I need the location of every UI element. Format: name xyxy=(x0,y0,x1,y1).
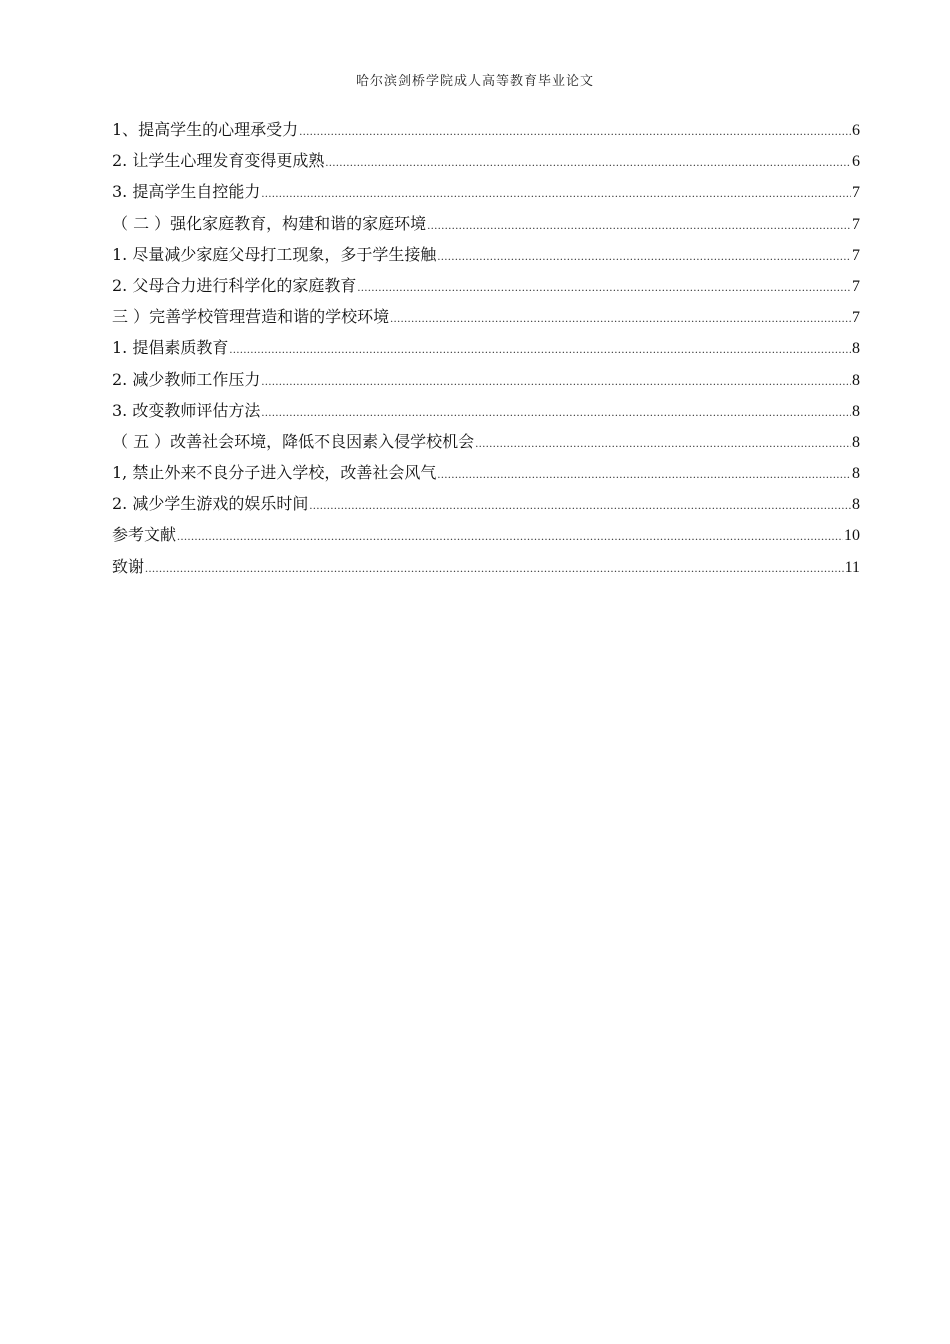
toc-entry[interactable] xyxy=(112,276,860,307)
toc-entry-title: （ 二 ）强化家庭教育，构建和谐的家庭环境 xyxy=(112,213,427,233)
toc-entry[interactable] xyxy=(112,525,860,556)
toc-entry-title: （ 五 ）改善社会环境，降低不良因素入侵学校机会 xyxy=(112,431,475,451)
toc-entry-page: 7 xyxy=(852,184,860,202)
toc-entry-title: 2. 父母合力进行科学化的家庭教育 xyxy=(112,275,357,295)
toc-entry[interactable] xyxy=(112,151,860,182)
toc-entry[interactable] xyxy=(112,432,860,463)
toc-leader-dots xyxy=(299,121,851,141)
toc-leader-dots xyxy=(427,215,851,235)
toc-leader-dots xyxy=(390,308,851,328)
toc-entry[interactable] xyxy=(112,401,860,432)
toc-entry-title: 3. 改变教师评估方法 xyxy=(112,400,261,420)
toc-leader-dots xyxy=(229,339,851,359)
toc-entry-page: 6 xyxy=(852,153,860,171)
toc-entry-page: 7 xyxy=(852,277,860,295)
toc-entry[interactable] xyxy=(112,182,860,213)
toc-entry[interactable] xyxy=(112,370,860,401)
toc-entry-title: 2. 让学生心理发育变得更成熟 xyxy=(112,151,325,171)
toc-leader-dots xyxy=(261,371,851,391)
toc-entry-page: 7 xyxy=(852,215,860,233)
toc-entry-page: 7 xyxy=(852,309,860,327)
toc-leader-dots xyxy=(437,246,851,266)
table-of-contents xyxy=(112,120,860,588)
toc-entry-page: 8 xyxy=(852,371,860,389)
toc-leader-dots xyxy=(145,558,844,578)
toc-entry-page: 8 xyxy=(852,433,860,451)
toc-entry-page: 6 xyxy=(852,122,860,139)
toc-entry-title: 1. 尽量减少家庭父母打工现象，多于学生接触 xyxy=(112,244,437,264)
toc-entry[interactable] xyxy=(112,307,860,338)
toc-leader-dots xyxy=(177,526,843,546)
page-header: 哈尔滨剑桥学院成人高等教育毕业论文 xyxy=(355,74,594,89)
toc-entry-page: 7 xyxy=(852,246,860,264)
toc-leader-dots xyxy=(357,277,851,297)
toc-leader-dots xyxy=(475,433,851,453)
toc-entry-page: 8 xyxy=(852,340,860,358)
toc-entry-title: 1. 提倡素质教育 xyxy=(112,338,229,358)
toc-entry[interactable] xyxy=(112,557,860,588)
toc-entry[interactable] xyxy=(112,494,860,525)
toc-entry[interactable] xyxy=(112,245,860,276)
toc-entry[interactable] xyxy=(112,120,860,151)
toc-entry[interactable] xyxy=(112,463,860,494)
toc-entry-title: 三 ）完善学校管理营造和谐的学校环境 xyxy=(112,307,390,327)
toc-entry-title: 致谢 xyxy=(112,556,145,576)
toc-leader-dots xyxy=(325,152,851,172)
toc-entry-title: 参考文献 xyxy=(112,525,177,545)
toc-leader-dots xyxy=(437,464,851,484)
toc-entry-title: 3. 提高学生自控能力 xyxy=(112,182,261,202)
toc-entry-page: 8 xyxy=(852,465,860,483)
toc-entry[interactable] xyxy=(112,338,860,369)
toc-entry-page: 8 xyxy=(852,496,860,514)
toc-entry-title: 1, 禁止外来不良分子进入学校，改善社会风气 xyxy=(112,463,437,483)
toc-entry-page: 10 xyxy=(844,527,860,545)
toc-entry-page: 8 xyxy=(852,402,860,420)
toc-leader-dots xyxy=(309,495,851,515)
toc-entry-page: 11 xyxy=(844,558,860,576)
toc-entry-title: 1、提高学生的心理承受力 xyxy=(112,120,299,139)
toc-entry-title: 2. 减少学生游戏的娱乐时间 xyxy=(112,494,309,514)
toc-entry[interactable] xyxy=(112,214,860,245)
toc-leader-dots xyxy=(261,183,851,203)
toc-entry-title: 2. 减少教师工作压力 xyxy=(112,369,261,389)
toc-leader-dots xyxy=(261,402,851,422)
